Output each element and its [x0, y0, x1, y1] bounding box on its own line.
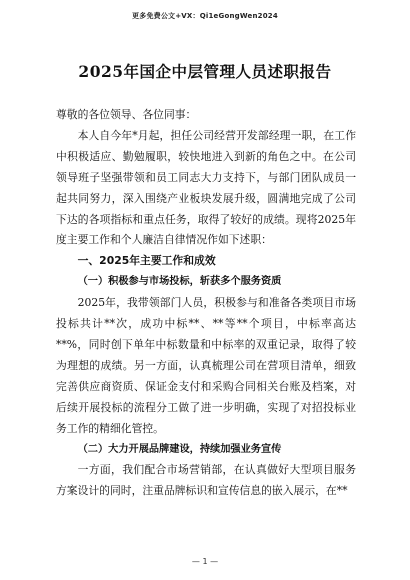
page-number: — 1 — [191, 557, 219, 566]
subsection-1-paragraph: 2025年，我带领部门人员，积极参与和准备各类项目市场投标共计**次，成功中标**、**等**个项目，中标率高达**%，同时创下单年中标数量和中标率的双重记录，取得了较为理想的成绩。另一方面，认真梳理公司在营项目清单，细致完善供应商资质、保证金支付和采购合同相关台账及档案，对后续开展投标的流程分工做了进一步明确，实现了对招投标业务工作的精细化管控。 [56, 296, 356, 435]
subsection-heading-1: （一）积极参与市场投标，斩获多个服务资质 [77, 276, 282, 288]
document-body [56, 105, 356, 502]
document-title: 2025年国企中层管理人员述职报告 [78, 62, 332, 81]
salutation: 尊敬的各位领导、各位同事： [56, 108, 197, 121]
subsection-heading-2: （二）大力开展品牌建设，持续加强业务宣传 [77, 443, 282, 455]
subsection-2-paragraph: 一方面，我们配合市场营销部，在认真做好大型项目服务方案设计的同时，注重品牌标识和宣传信息的嵌入展示，在** [56, 463, 356, 498]
header-note: 更多免费公文+VX：Qi1eGongWen2024 [132, 12, 278, 20]
section-heading: 一、2025年主要工作和成效 [77, 254, 216, 268]
intro-paragraph: 本人自今年*月起，担任公司经营开发部经理一职，在工作中积极适应、勤勉履职，较快地进入到新的角色之中。在公司领导班子坚强带领和员工同志大力支持下，与部门团队成员一起共同努力，深入围绕产业板块发展升级，圆满地完成了公司下达的各项指标和重点任务，取得了较好的成绩。现将2025年度主要工作和个人廉洁自律情况作如下述职： [56, 128, 356, 247]
